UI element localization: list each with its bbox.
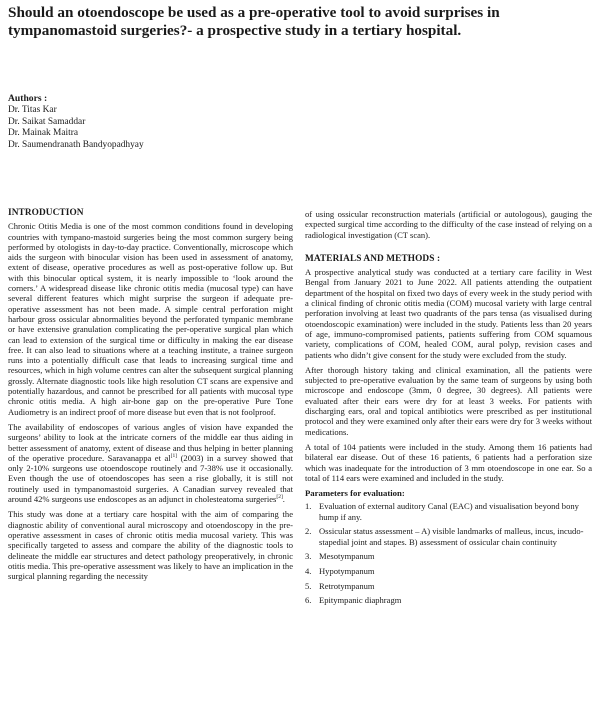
methods-heading: MATERIALS AND METHODS : — [305, 253, 441, 264]
left-column — [8, 208, 293, 586]
list-item: 3. Mesotympanum — [305, 551, 375, 562]
paper-title: Should an otoendoscope be used as a pre-operative tool to avoid surprises in tympanomastoid surgeries?- a prospective study in a tertiary hospital. — [8, 4, 500, 39]
introduction-paragraph: The availability of endoscopes of various angles of vision have expanded the surgeons’ ability to look at the intricate corners of the middle ear thus aiding in better assessment of anatomy, extent of disease and thus helping in better planning of the operative procedure. Saravanappa et al[1] (2003) in a survey showed that only 2-10% surgeons use otoendoscope routinely and 7-38% use it occasionally. Even though the use of otoendoscopes has seen a rise globally, it is still not routinely used in tympanomastoid surgeries. A Canadian survey revealed that around 42% surgeons use endoscopes as an adjunct in cholesteatoma surgeries[2]. — [8, 421, 294, 505]
author-list — [8, 105, 144, 151]
citation-ref: [2] — [276, 494, 283, 501]
methods-paragraph: A prospective analytical study was conducted at a tertiary care facility in West Bengal from January 2021 to June 2022. All patients attending the outpatient department of the hospital on fixed two days of every week in the study period with a clinical finding of chronic otitis media (COM) mucosal variety with large central perforation involving at least two quadrants of the pars tensa (as visualised during otoendoscopic examination) were included in the study. Patients less than 20 years of age, immuno-compromised patients, patients suffering from COM squamous variety, complications of COM, healed COM, aural polyp, revision cases and patients who didn’t give consent for the study were excluded from the study. — [305, 267, 592, 360]
author: Dr. Mainak Maitra — [8, 128, 79, 139]
list-item: 5. Retrotympanum — [305, 580, 375, 591]
parameters-list — [305, 501, 592, 605]
authors-heading: Authors : — [8, 93, 48, 104]
methods-paragraph: After thorough history taking and clinical examination, all the patients were subjected to pre-operative evaluation by the same team of surgeons by using both microscope and endoscope (3mm, 0 degree, 30 degrees). All patients were evaluated after their ears were dry for at least 3 weeks. For patients with discharging ears, oral and topical antibiotics were prescribed as per institutional protocol and they were examined only after their ears were dry for 3 weeks without medications. — [305, 364, 592, 437]
introduction-paragraph: This study was done at a tertiary care hospital with the aim of comparing the diagnostic ability of conventional aural microscopy and otoendoscopy in the pre-operative assessment in cases of chronic otitis media mucosal variety. This was specifically targeted to assess and compare the ability of the diagnostic tools to delineate the middle ear structures and detect pathology preoperatively, in chronic otitis media. This pre-operative assessment was likely to have an implication in the surgical planning regarding the necessity — [8, 509, 293, 582]
author: Dr. Saumendranath Bandyopadhyay — [8, 139, 144, 150]
author: Dr. Titas Kar — [8, 105, 57, 115]
introduction-continuation: of using ossicular reconstruction materials (artificial or autologous), gauging the expected surgical time according to the difficulty of the case instead of relying on a radiological investigation (CT scan). — [305, 209, 592, 240]
methods-paragraph: A total of 104 patients were included in the study. Among them 16 patients had bilateral ear disease. Out of these 16 patients, 6 patients had a perforation size which was inadequate for the introduction of 3 mm otoendoscope in one ear. So a total of 114 ears were examined and included in the study. — [305, 441, 592, 483]
citation-ref: [1] — [170, 452, 178, 459]
introduction-paragraph: Chronic Otitis Media is one of the most common conditions found in developing countries with tympano-mastoid surgeries being the most common surgery being performed by otologists in day-to-day practice. Conventionally, microscope which aids the surgeon with binocular vision has been used in assessment of anatomy, extent of disease, operative procedures as well as post-operative follow up. But with this binocular optical system, it is nearly impossible to ‘look around the corners.’ A widespread disease like chronic otitis media (mucosal type) can have several different features which might surprise the surgeon if adequate pre-operative assessment has not been made. A simple central perforation might harbour gross ossicular abnormalities beyond the perforated tympanic membrane or have extensive granulation complicating the per-operative surgical plan which can lead to extension of the surgical time or difficulty in making the ear disease free. It can also lead to situations where at a teaching institute, a trainee surgeon runs into a potentially difficult case that leads to increasing surgical time and resources, which in high volume centres can alter the subsequent surgical planning grossly. Alternate diagnostic tools like high resolution CT scans are expensive and potentially hazardous, and cannot be prescribed for all patients with mucosal type chronic otitis media. A high air-bone gap on the pre-operative Pure Tone Audiometry is an indirect proof of more disease but even that is not foolproof. — [8, 221, 293, 417]
list-item: 1. Evaluation of external auditory Canal (EAC) and visualisation beyond bony hump if any. — [305, 501, 579, 522]
introduction-heading: INTRODUCTION — [8, 208, 84, 218]
list-item: 4. Hypotympanum — [305, 566, 375, 577]
author: Dr. Saikat Samaddar — [8, 116, 86, 127]
list-item: 2. Ossicular status assessment – A) visible landmarks of malleus, incus, incudo-stapedial joint and stapes. B) assessment of ossicular chain continuity — [305, 526, 584, 547]
right-column — [305, 209, 592, 610]
list-item: 6. Epitympanic diaphragm — [305, 595, 402, 606]
parameters-heading: Parameters for evaluation: — [305, 488, 405, 499]
